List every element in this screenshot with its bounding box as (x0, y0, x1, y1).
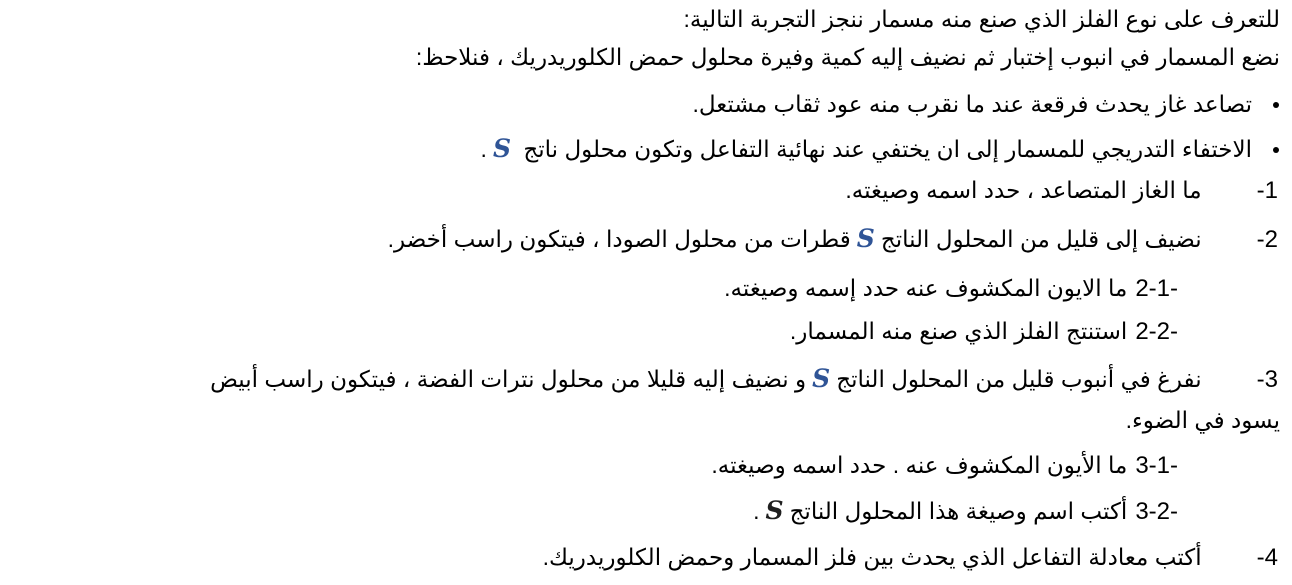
observation-item-2 (481, 134, 1252, 164)
solution-symbol: S (812, 364, 831, 393)
solution-symbol: S (765, 496, 784, 525)
question-3-1 (711, 450, 1178, 481)
question-4 (543, 542, 1278, 573)
question-text: نضيف إلى قليل من المحلول الناتج (880, 226, 1202, 252)
question-number: -4 (1256, 544, 1278, 571)
question-3-wrap: يسود في الضوء. (1125, 407, 1280, 433)
question-number: 3-1- (1135, 452, 1178, 479)
question-2-1 (724, 273, 1178, 304)
solution-symbol: S (856, 224, 875, 253)
observation-text: تصاعد غاز يحدث فرقعة عند ما نقرب منه عود ثقاب مشتعل. (692, 91, 1252, 117)
question-punct: . (753, 498, 760, 524)
question-3-2 (753, 496, 1178, 527)
question-number: -2 (1256, 226, 1278, 253)
question-2 (388, 224, 1278, 255)
question-3 (210, 364, 1278, 395)
question-text: نفرغ في أنبوب قليل من المحلول الناتج (836, 366, 1202, 392)
question-number: -3 (1256, 366, 1278, 393)
setup-text: نضع المسمار في انبوب إختبار ثم نضيف إليه كمية وفيرة محلول حمض الكلوريدريك ، فنلاحظ: (415, 44, 1280, 70)
question-number: -1 (1256, 177, 1278, 204)
question-text: ما الايون المكشوف عنه حدد إسمه وصيغته. (724, 275, 1128, 301)
question-text: أكتب معادلة التفاعل الذي يحدث بين فلز المسمار وحمض الكلوريدريك. (542, 544, 1202, 570)
question-number: 3-2- (1135, 498, 1178, 525)
question-text-cont: قطرات من محلول الصودا ، فيتكون راسب أخضر. (387, 226, 851, 252)
question-text: ما الأيون المكشوف عنه . حدد اسمه وصيغته. (711, 452, 1128, 478)
question-number: 2-2- (1135, 318, 1178, 345)
question-text-cont: و نضيف إليه قليلا من محلول نترات الفضة ، فيتكون راسب أبيض (210, 366, 807, 392)
solution-symbol: S (492, 134, 511, 163)
question-text: أكتب اسم وصيغة هذا المحلول الناتج (789, 498, 1128, 524)
observation-punct: . (480, 136, 487, 162)
question-1 (845, 175, 1278, 206)
observation-item-1 (692, 89, 1252, 119)
question-text: ما الغاز المتصاعد ، حدد اسمه وصيغته. (845, 177, 1202, 203)
question-text: استنتج الفلز الذي صنع منه المسمار. (789, 318, 1128, 344)
intro-text: للتعرف على نوع الفلز الذي صنع منه مسمار ننجز التجربة التالية: (683, 6, 1280, 32)
observation-text: الاختفاء التدريجي للمسمار إلى ان يختفي عند نهائية التفاعل وتكون محلول ناتج (523, 136, 1252, 162)
question-2-2 (790, 316, 1178, 347)
question-number: 2-1- (1135, 275, 1178, 302)
